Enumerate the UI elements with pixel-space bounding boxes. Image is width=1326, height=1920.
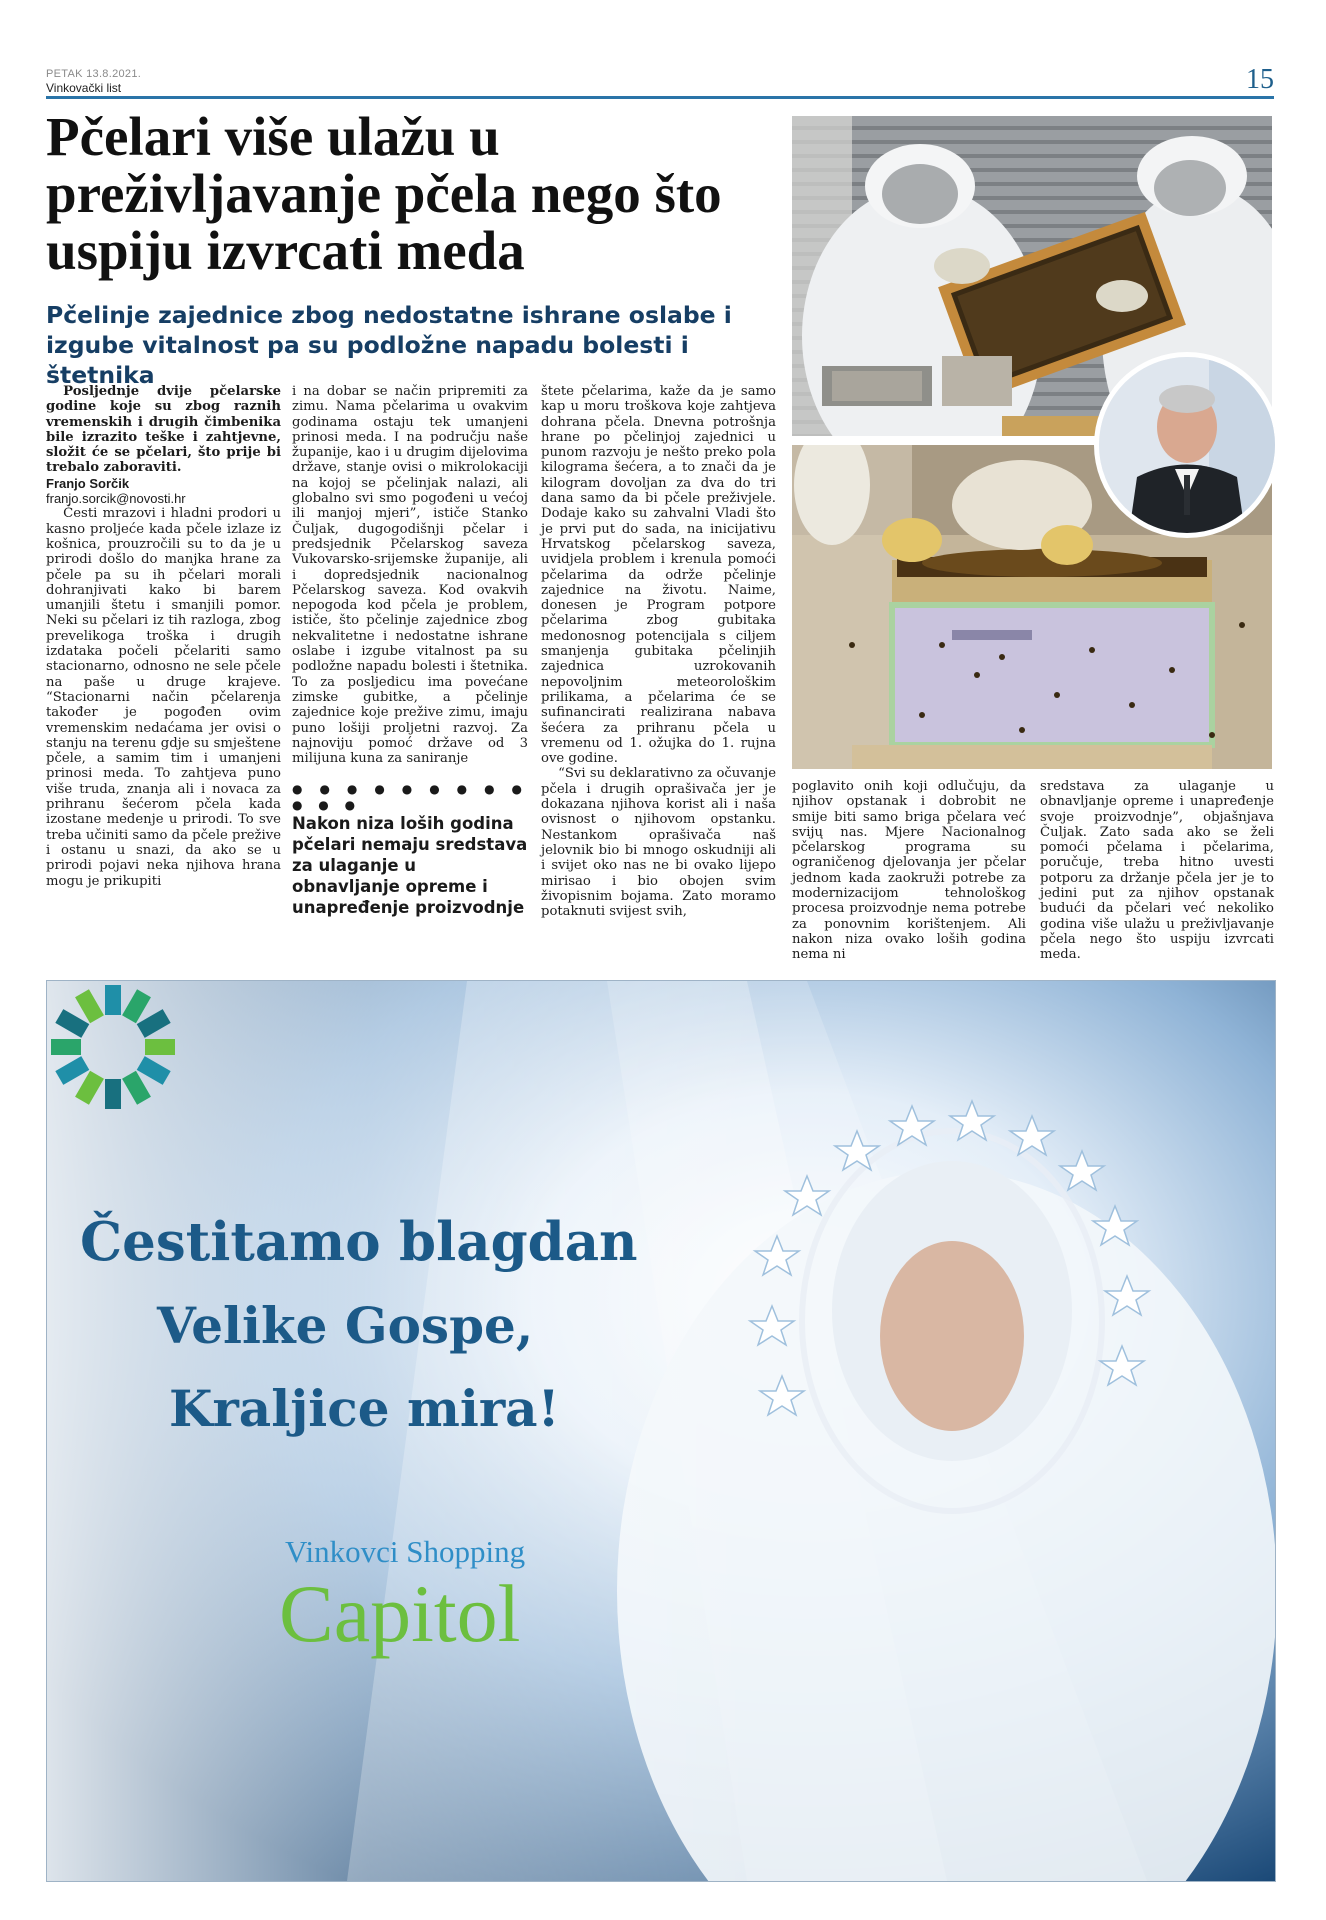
pull-quote: Nakon niza loših godina pčelari nemaju sredstava za ulaganje u obnavljanje opreme i unapređenje proizvodnje xyxy=(292,814,528,918)
author-name: Franjo Sorčik xyxy=(46,475,130,491)
ad-greeting-line-2: Velike Gospe, xyxy=(157,1296,534,1355)
body-text: Česti mrazovi i hladni prodori u kasno proljeće kada pčele izlaze iz košnica, prouzročili su to da je u prirodi došlo do manjka hrane za pčele pa su ih pčelari morali dohranjivati kako bi barem umanjili štetu i smanjili pomor. Neki su pčelari iz tih razloga, zbog prevelikoga troška i drugih izdataka počeli pčelariti samo stacionarno, odnosno ne sele pčele na paše u druge krajeve. “Stacionarni način pčelarenja također je pogođen ovim vremenskim nedaćama jer ovisi o stanju na terenu gdje su smještene pčele, a samim tim i umanjeni prinosi meda. To zahtjeva puno više truda, znanja ali i novaca za prihranu šećerom pčela kada izostane medenje u prirodi. To sve treba učiniti samo da pčele prežive i ostanu u snazi, da ako se u prirodi pojavi neka njihova hrana mogu je prikupiti xyxy=(46,506,281,889)
body-text: “Svi su deklarativno za očuvanje pčela i drugih oprašivača jer je dokazana njihova korist ali i naša ovisnost o njihovom opstanku. Nestankom oprašivača naš jelovnik bio bi mnogo oskudniji ali i svijet oko nas ne bi ovako lijepo mirisao i bio obojen svim živopisnim bojama. Zato moramo potaknuti svijest svih, xyxy=(541,766,776,920)
portrait-photo xyxy=(1094,352,1280,538)
brand-name: Capitol xyxy=(279,1568,521,1659)
author-email[interactable]: franjo.sorcik@novosti.hr xyxy=(46,491,186,507)
body-text: štete pčelarima, kaže da je samo kap u moru troškova koje zahtjeva dohrana pčela. Dnevna potrošnja hrane po pčelinjoj zajednici u punom razvoju je nešto preko pola kilograma šećera, a to znači da je kilogram dovoljan za dva do tri dana samo da bi pčele preživjele. Dodaje kako su zahvalni Vladi što je prvi put do sada, na inicijativu Hrvatskog pčelarskog saveza, uvidjela problem i krenula pomoći pčelarima da održe pčelinje zajednice na životu. Naime, donesen je Program potpore pčelarima zbog gubitaka medonosnog potencijala s ciljem smanjenja gubitaka pčelinjih zajednica uzrokovanih nepovoljnim meteorološkim prilikama, a pčelarima će se sufinancirati realizirana nabava šećera za prihranu pčela u vremenu od 1. ožujka do 1. rujna ove godine. xyxy=(541,384,776,767)
article-lead: Posljednje dvije pčelarske godine koje su zbog raznih vremenskih i drugih čimbenika bile izrazito teške i zahtjevne, složit će se pčelari, što prije bi trebalo zaboraviti. xyxy=(46,384,281,476)
article-column-3 xyxy=(541,384,776,919)
article-column-4 xyxy=(792,779,1026,963)
publication-name: Vinkovački list xyxy=(46,81,122,95)
pull-quote-dots: ● ● ● ● ● ● ● ● ● ● ● ● xyxy=(292,782,528,812)
header-rule xyxy=(46,96,1274,99)
article-headline: Pčelari više ulažu u preživljavanje pčela nego što uspiju izvrcati meda xyxy=(46,106,722,281)
article-column-1 xyxy=(46,384,281,889)
article-deck: Pčelinje zajednice zbog nedostatne ishrane oslabe i izgube vitalnost pa su podložne napadu bolesti i štetnika xyxy=(46,301,732,389)
ad-greeting-line-3: Kraljice mira! xyxy=(169,1379,560,1438)
page-number: 15 xyxy=(1246,64,1274,95)
article-column-2 xyxy=(292,384,528,918)
advertisement xyxy=(46,980,1276,1882)
article-column-5 xyxy=(1040,779,1274,963)
brand-subtitle: Vinkovci Shopping xyxy=(285,1534,526,1569)
page-date: PETAK 13.8.2021. xyxy=(46,68,142,80)
body-text: i na dobar se način pripremiti za zimu. Nama pčelarima u ovakvim godinama ostaju tek umanjeni prinosi meda. I na području naše županije, kao i u drugim dijelovima države, stanje ovisi o mikrolokaciji na kojoj se pčelinjak nalazi, ali globalno svi smo pogođeni u većoj ili manjoj mjeri”, ističe Stanko Čuljak, dugogodišnji pčelar i predsjednik Pčelarskog saveza Vukovarsko-srijemske županije, ali i dopredsjednik nacionalnog Pčelarskog saveza. Kod ovakvih nepogoda kod pčela je problem, ističe, što pčelinje zajednice zbog nekvalitetne i nedostatne ishrane oslabe i izgube vitalnost pa su podložne napadu bolesti i štetnika. To za posljedicu ima povećane zimske gubitke, a pčelinje zajednice koje prežive zimu, imaju puno lošiji proljetni razvoj. Za najnoviju pomoć države od 3 milijuna kuna za saniranje xyxy=(292,384,528,767)
body-text: sredstava za ulaganje u obnavljanje opreme i unapređenje svoje proizvodnje”, objašnjava Čuljak. Zato sada ako se želi pomoći pčelama i pčelarima, poručuje, treba hitno uvesti potporu za držanje pčela jer je to jedini put za njihov opstanak budući da pčelari već nekoliko godina više ulažu u preživljavanje pčela nego što uspiju izvrcati meda. xyxy=(1040,779,1274,963)
capitol-logo-icon xyxy=(47,981,179,1113)
ad-greeting-line-1: Čestitamo blagdan xyxy=(80,1211,638,1273)
body-text: poglavito onih koji odlučuju, da njihov opstanak i dobrobit ne smije biti samo briga pčelara već svijų nas. Mjere Nacionalnog pčelarskog programa su ograničenog djelovanja jer pčelar jednom kada zaokruži potrebe za modernizacijom tehnološkog procesa proizvodnje nema potrebe za ponovnim korištenjem. Ali nakon niza ovako loših godina nema ni xyxy=(792,779,1026,963)
